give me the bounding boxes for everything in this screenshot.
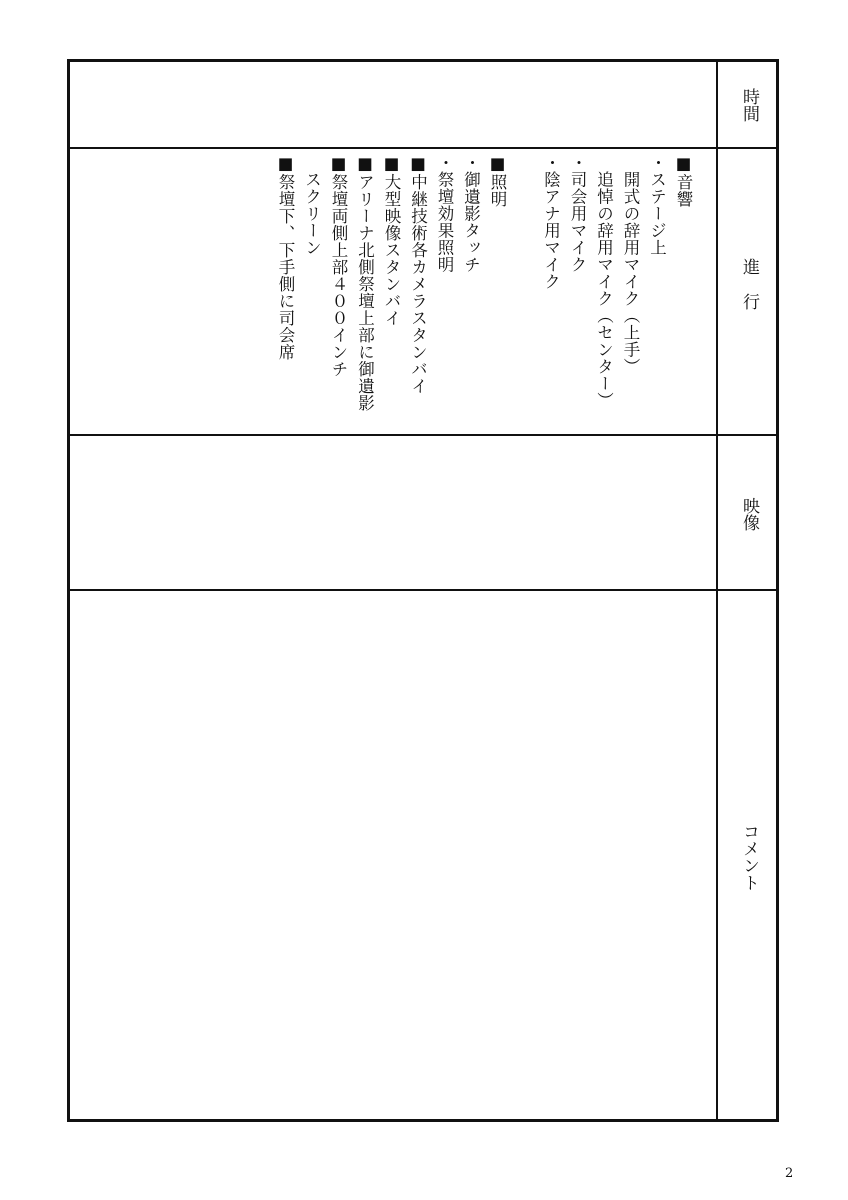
line-mc-mic: ・司会用マイク [568,154,587,273]
line-screen: スクリーン [302,154,322,256]
line-stage: ・ステージ上 [647,154,667,256]
blank-line [510,154,537,429]
line-portrait-touch: ・御遺影タッチ [461,154,481,273]
line-camera-standby: ■中継技術各カメラスタンバイ [408,154,428,395]
page-number: 2 [785,1166,794,1181]
line-400-inch: ■祭壇両側上部４００インチ [329,154,348,378]
program-sheet [67,59,779,1122]
row-divider-progress [70,434,776,436]
row-divider-video [70,589,776,591]
time-label: 時間 [739,88,759,122]
line-memorial-mic: 追悼の辞用マイク（センター） [594,154,614,409]
line-large-video-standby: ■大型映像スタンバイ [382,154,401,327]
progress-notes [272,154,697,429]
video-label: 映像 [739,496,759,531]
line-arena-portrait: ■アリーナ北側祭壇上部に御遺影 [355,154,375,412]
line-altar-lighting: ・祭壇効果照明 [435,154,454,273]
line-announcer-mic: ・陰アナ用マイク [541,154,561,290]
line-sound-heading: ■音響 [674,154,693,208]
progress-label: 進行 [739,257,759,328]
line-mc-seat: ■祭壇下、下手側に司会席 [276,154,295,361]
line-lighting-heading: ■照明 [488,154,507,208]
row-divider-time [70,147,776,149]
line-opening-mic: 開式の辞用マイク（上手） [621,154,640,375]
comment-label: コメント [739,823,759,891]
